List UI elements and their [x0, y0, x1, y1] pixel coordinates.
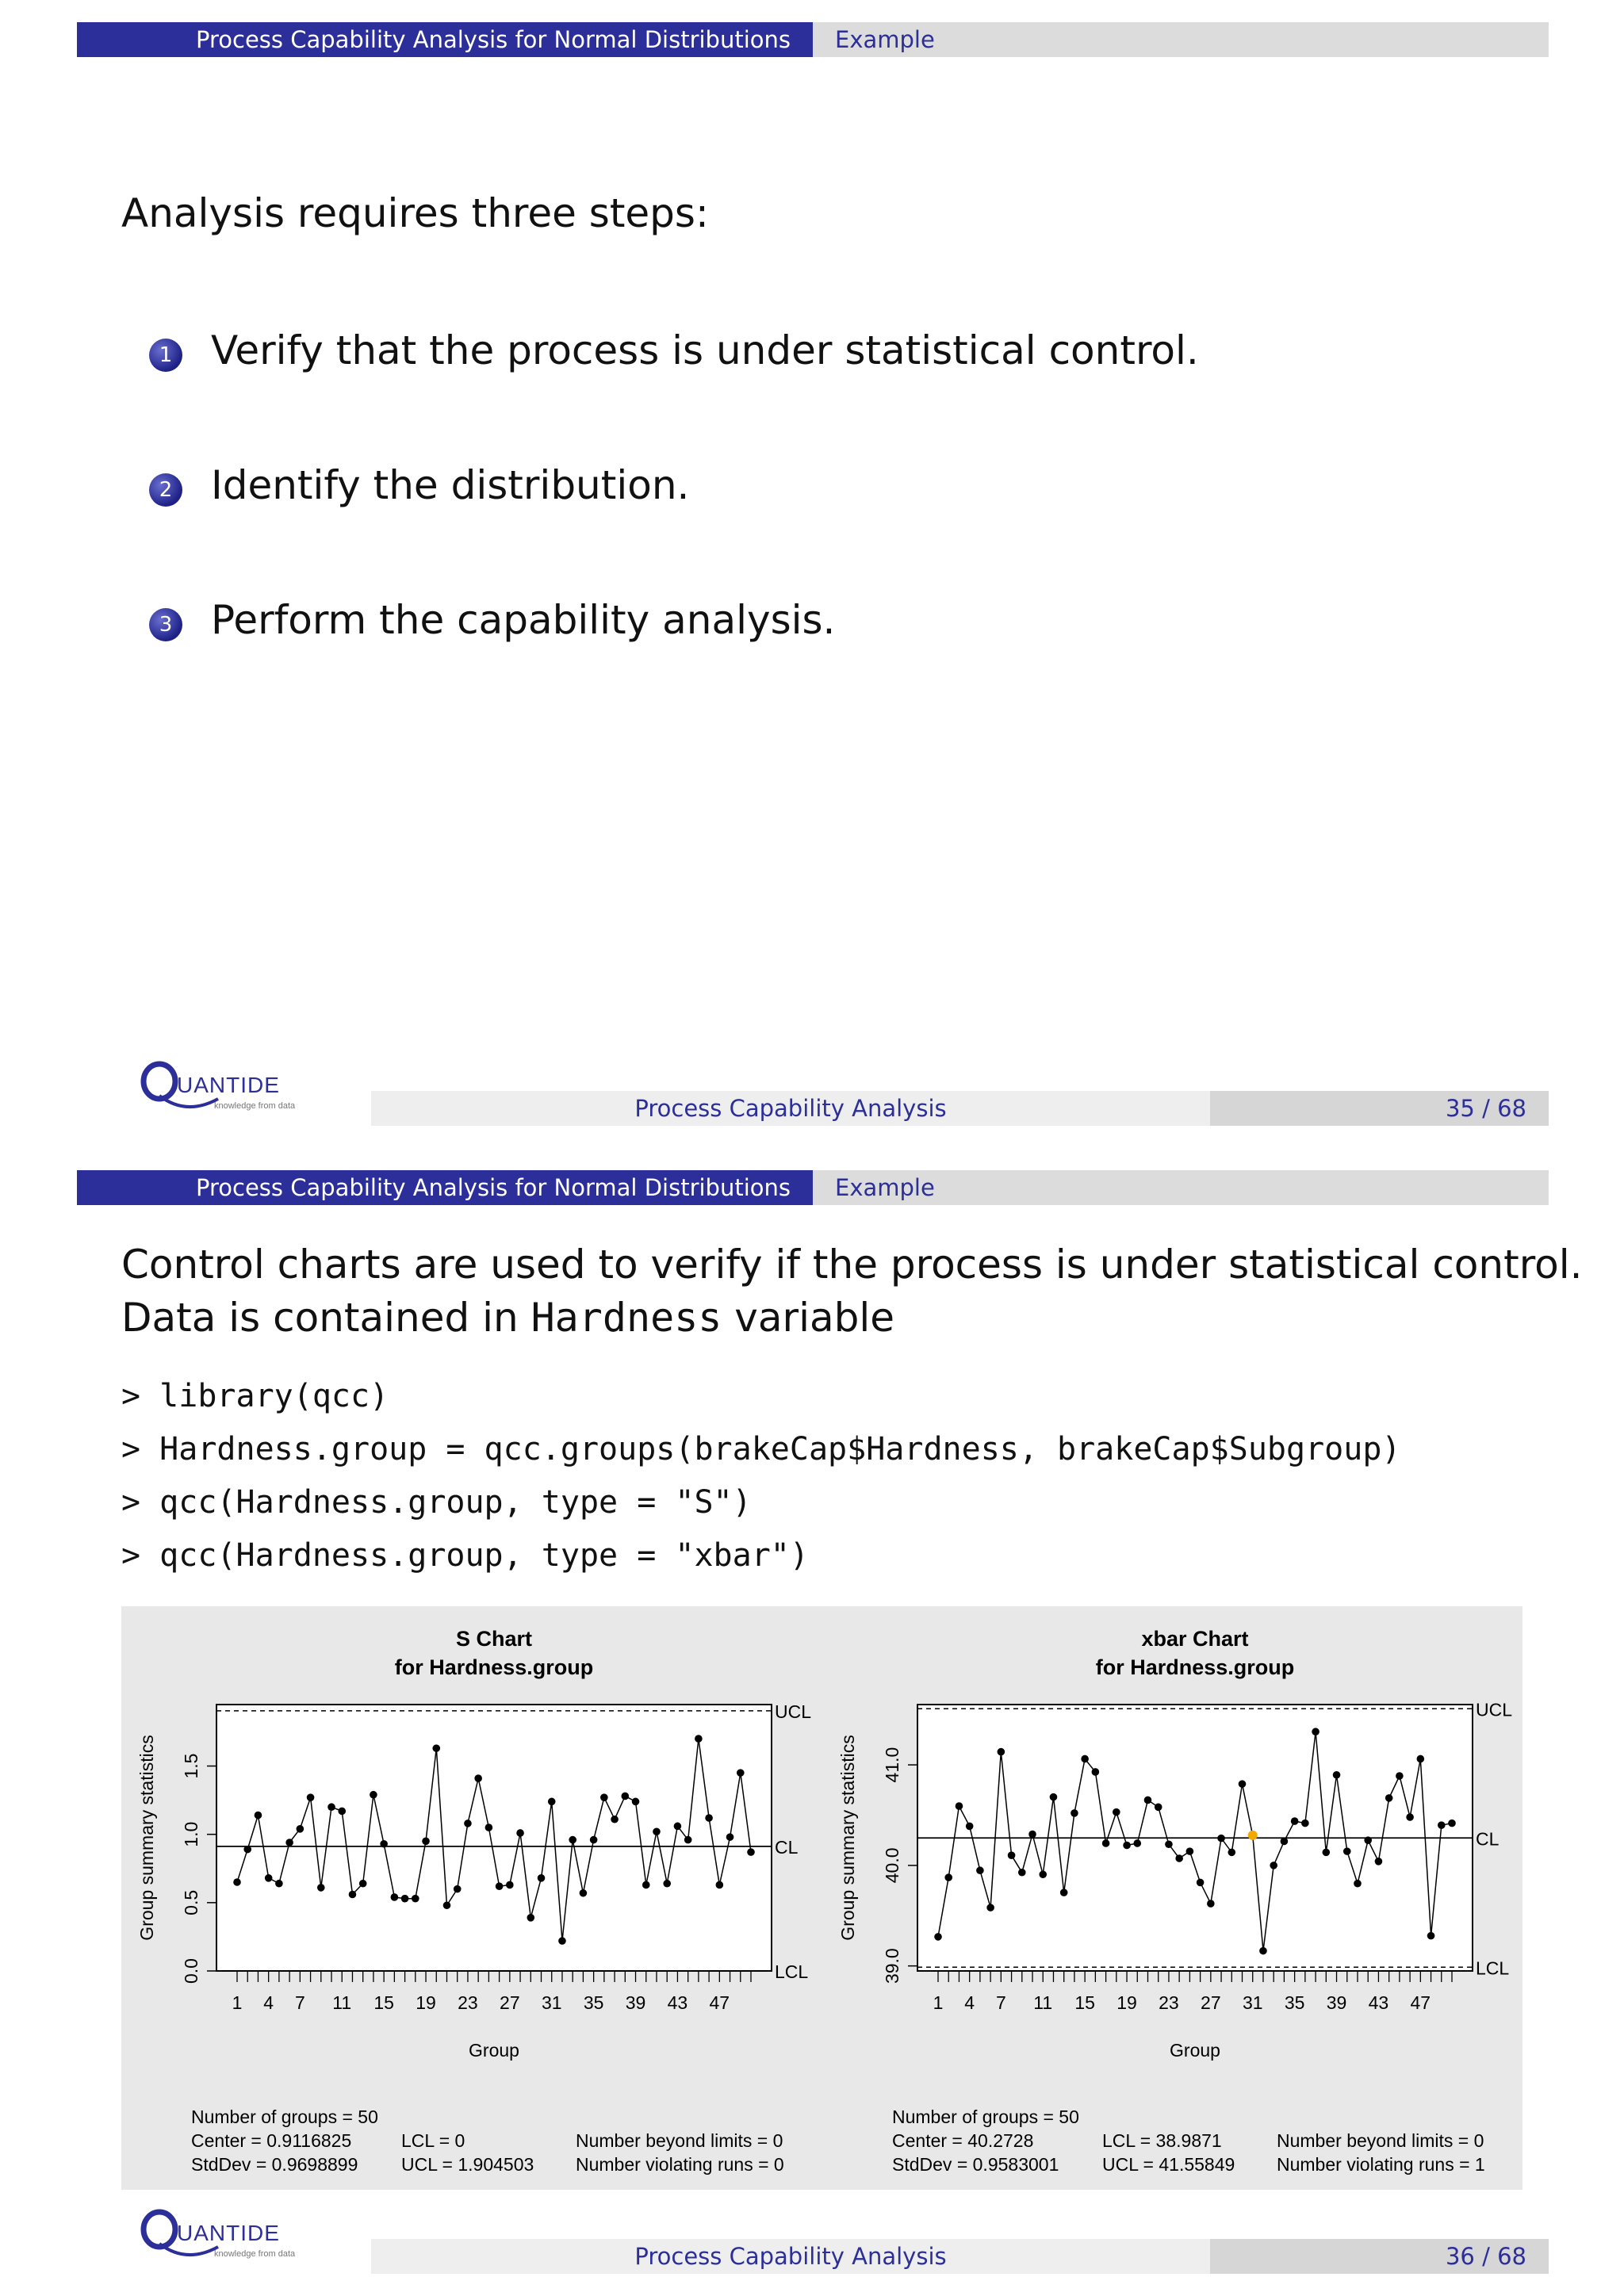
x-tick-label: 43 [667, 1992, 688, 2013]
data-point [632, 1798, 640, 1806]
x-tick-label: 35 [1284, 1992, 1305, 2013]
logo-wordmark: UANTIDE [177, 1073, 280, 1097]
data-point [684, 1836, 692, 1844]
data-point [747, 1848, 755, 1856]
data-point [944, 1873, 952, 1881]
stat-groups: Number of groups = 50 [892, 2107, 1079, 2127]
y-tick-label: 39.0 [882, 1948, 902, 1984]
ucl-label: UCL [1476, 1699, 1513, 1720]
data-point [317, 1884, 325, 1892]
data-point [275, 1880, 283, 1888]
stat-lcl: LCL = 0 [401, 2130, 465, 2151]
control-charts-panel [121, 1606, 1522, 2190]
stat-center: Center = 0.9116825 [191, 2130, 352, 2151]
x-tick-label: 11 [332, 1992, 352, 2013]
data-point [716, 1881, 724, 1889]
data-point [1281, 1838, 1289, 1846]
x-axis-label: Group [469, 2040, 519, 2061]
x-tick-label: 31 [541, 1992, 562, 2013]
data-point [1343, 1847, 1351, 1855]
logo-wordmark: UANTIDE [177, 2221, 280, 2245]
step-text: Verify that the process is under statistical control. [211, 327, 1199, 373]
header-subsection-title[interactable]: Example [813, 22, 1549, 57]
data-point [485, 1823, 493, 1831]
x-tick-label: 39 [1326, 1992, 1347, 2013]
code-line-3: > qcc(Hardness.group, type = "S") [121, 1484, 752, 1521]
data-point [1018, 1869, 1026, 1877]
code-line-2: > Hardness.group = qcc.groups(brakeCap$Hardness, brakeCap$Subgroup) [121, 1431, 1401, 1468]
slide-heading: Analysis requires three steps: [121, 190, 709, 236]
data-point [1081, 1755, 1089, 1763]
data-point [695, 1735, 703, 1743]
stat-groups: Number of groups = 50 [191, 2107, 378, 2127]
data-point [1385, 1794, 1393, 1802]
page-number: 35 / 68 [1210, 1091, 1549, 1126]
data-point [297, 1825, 304, 1833]
data-point [600, 1793, 608, 1801]
header-subsection-title[interactable]: Example [813, 1170, 1549, 1205]
data-point [1427, 1932, 1435, 1940]
data-point [1155, 1804, 1162, 1812]
x-tick-label: 39 [625, 1992, 646, 2013]
data-point [580, 1889, 588, 1897]
logo-tagline: knowledge from data [214, 2249, 296, 2259]
stat-stddev: StdDev = 0.9698899 [191, 2154, 358, 2175]
data-point [1301, 1820, 1309, 1827]
data-point [285, 1839, 293, 1846]
intro-line-2-start: Data is contained in [121, 1295, 531, 1341]
data-point [737, 1769, 745, 1777]
stat-violating-runs: Number violating runs = 0 [576, 2154, 784, 2175]
data-point [432, 1744, 440, 1752]
data-point [1071, 1809, 1078, 1817]
data-point [1239, 1780, 1247, 1788]
stat-violating-runs: Number violating runs = 1 [1277, 2154, 1485, 2175]
data-point [1102, 1839, 1110, 1847]
code-line-4: > qcc(Hardness.group, type = "xbar") [121, 1537, 809, 1574]
x-tick-label: 1 [232, 1992, 243, 2013]
data-point [1364, 1836, 1372, 1844]
data-point [265, 1874, 273, 1882]
data-point [474, 1774, 482, 1782]
x-tick-label: 7 [995, 1992, 1006, 2013]
x-tick-label: 27 [1201, 1992, 1221, 2013]
header-section-title[interactable]: Process Capability Analysis for Normal Distributions [77, 22, 813, 57]
x-tick-label: 27 [500, 1992, 520, 2013]
data-point [516, 1829, 524, 1837]
data-point [233, 1878, 241, 1886]
data-point [464, 1820, 472, 1827]
data-point [391, 1893, 399, 1901]
page-number: 36 / 68 [1210, 2239, 1549, 2274]
x-tick-label: 47 [709, 1992, 730, 2013]
y-tick-label: 0.0 [181, 1958, 201, 1984]
data-point [1008, 1851, 1016, 1859]
data-point [527, 1914, 534, 1922]
data-point [1060, 1888, 1068, 1896]
stat-ucl: UCL = 41.55849 [1102, 2154, 1235, 2175]
cl-label: CL [775, 1836, 799, 1858]
data-point [1144, 1797, 1152, 1804]
stat-stddev: StdDev = 0.9583001 [892, 2154, 1059, 2175]
step-text: Perform the capability analysis. [211, 597, 836, 643]
x-tick-label: 23 [1159, 1992, 1179, 2013]
lcl-label: LCL [1476, 1957, 1510, 1979]
footer-title[interactable]: Process Capability Analysis [371, 2239, 1210, 2274]
footer-title[interactable]: Process Capability Analysis [371, 1091, 1210, 1126]
data-point [1028, 1831, 1036, 1839]
x-tick-label: 47 [1410, 1992, 1431, 2013]
data-point [1186, 1847, 1194, 1855]
x-tick-label: 11 [1033, 1992, 1053, 2013]
data-point [443, 1901, 451, 1909]
data-point [1228, 1849, 1235, 1857]
x-tick-label: 15 [1074, 1992, 1095, 2013]
data-point [966, 1823, 974, 1831]
y-tick-label: 0.5 [181, 1889, 201, 1915]
data-point [653, 1827, 661, 1835]
data-point [1448, 1820, 1456, 1827]
quantide-logo [139, 2202, 321, 2264]
data-point [1312, 1728, 1320, 1735]
control-charts-svg [121, 1606, 1522, 2190]
data-point [338, 1808, 346, 1816]
step-text: Identify the distribution. [211, 462, 690, 508]
chart-title: S Chart [455, 1627, 533, 1651]
data-point [934, 1933, 942, 1941]
data-point [548, 1798, 556, 1806]
data-point [1113, 1808, 1120, 1816]
violating-point [1248, 1831, 1258, 1840]
y-tick-label: 1.0 [181, 1821, 201, 1847]
stat-lcl: LCL = 38.9871 [1102, 2130, 1222, 2151]
intro-line-2 [121, 1295, 894, 1341]
data-point [243, 1846, 251, 1854]
data-point [1217, 1835, 1225, 1843]
step-number-badge: 2 [149, 473, 182, 507]
slide-36 [0, 1148, 1624, 2296]
lcl-label: LCL [775, 1961, 809, 1982]
data-point [986, 1904, 994, 1911]
stat-ucl: UCL = 1.904503 [401, 2154, 534, 2175]
data-point [412, 1895, 419, 1903]
data-point [1354, 1880, 1362, 1888]
data-point [307, 1793, 315, 1801]
y-tick-label: 41.0 [882, 1747, 902, 1783]
data-point [255, 1812, 262, 1820]
data-point [1259, 1947, 1267, 1955]
quantide-logo [139, 1054, 321, 1116]
data-point [422, 1838, 430, 1846]
data-point [1438, 1821, 1446, 1829]
stat-beyond-limits: Number beyond limits = 0 [1277, 2130, 1484, 2151]
data-point [726, 1833, 734, 1841]
x-tick-label: 7 [294, 1992, 305, 2013]
slide-footer [371, 2239, 1549, 2274]
data-point [359, 1880, 367, 1888]
x-tick-label: 15 [373, 1992, 394, 2013]
data-point [976, 1866, 984, 1874]
data-point [956, 1802, 963, 1810]
data-point [1207, 1900, 1215, 1908]
x-axis-label: Group [1170, 2040, 1220, 2061]
data-point [538, 1874, 546, 1882]
data-point [1375, 1858, 1383, 1866]
header-section-title[interactable]: Process Capability Analysis for Normal Distributions [77, 1170, 813, 1205]
data-point [998, 1748, 1005, 1756]
data-point [1291, 1817, 1299, 1825]
variable-name: Hardness [530, 1295, 722, 1341]
x-tick-label: 4 [263, 1992, 274, 2013]
data-point [1406, 1813, 1414, 1821]
data-point [590, 1836, 598, 1844]
data-point [1333, 1771, 1341, 1779]
slide-header [77, 22, 1549, 57]
x-tick-label: 43 [1368, 1992, 1389, 2013]
logo-tagline: knowledge from data [214, 1101, 296, 1111]
x-tick-label: 19 [1116, 1992, 1137, 2013]
x-tick-label: 35 [583, 1992, 604, 2013]
y-axis-label: Group summary statistics [136, 1735, 157, 1941]
y-axis-label: Group summary statistics [837, 1735, 858, 1941]
data-point [622, 1793, 630, 1800]
data-point [1039, 1870, 1047, 1878]
x-tick-label: 19 [416, 1992, 436, 2013]
data-point [558, 1937, 566, 1945]
slide-footer [371, 1091, 1549, 1126]
x-tick-label: 31 [1242, 1992, 1263, 2013]
x-tick-label: 23 [458, 1992, 478, 2013]
stat-beyond-limits: Number beyond limits = 0 [576, 2130, 783, 2151]
data-point [663, 1880, 671, 1888]
data-point [1092, 1768, 1100, 1776]
data-point [327, 1803, 335, 1811]
data-point [380, 1840, 388, 1848]
intro-line-2-end: variable [722, 1295, 895, 1341]
data-point [674, 1823, 682, 1831]
data-point [1175, 1854, 1183, 1862]
data-point [1123, 1842, 1131, 1850]
data-point [506, 1881, 514, 1889]
y-tick-label: 1.5 [181, 1753, 201, 1779]
intro-line-1: Control charts are used to verify if the process is under statistical control. [121, 1242, 1583, 1288]
data-point [1270, 1862, 1277, 1869]
data-point [642, 1881, 650, 1889]
chart-subtitle: for Hardness.group [1095, 1655, 1295, 1679]
data-point [454, 1885, 462, 1893]
data-point [1050, 1793, 1058, 1801]
slide-header [77, 1170, 1549, 1205]
data-point [1197, 1879, 1205, 1887]
step-number-badge: 3 [149, 608, 182, 641]
data-point [1417, 1755, 1425, 1763]
cl-label: CL [1476, 1828, 1500, 1850]
ucl-label: UCL [775, 1701, 812, 1722]
code-line-1: > library(qcc) [121, 1378, 389, 1414]
chart-title: xbar Chart [1141, 1627, 1249, 1651]
step-number-badge: 1 [149, 339, 182, 372]
x-tick-label: 1 [933, 1992, 944, 2013]
data-point [1396, 1772, 1404, 1780]
chart-subtitle: for Hardness.group [394, 1655, 594, 1679]
data-point [569, 1836, 576, 1844]
x-tick-label: 4 [964, 1992, 975, 2013]
data-point [1165, 1840, 1173, 1848]
data-point [401, 1895, 409, 1903]
data-point [611, 1816, 619, 1823]
data-point [705, 1814, 713, 1822]
y-tick-label: 40.0 [882, 1847, 902, 1884]
data-point [1323, 1849, 1331, 1857]
data-point [1133, 1839, 1141, 1847]
data-point [370, 1791, 377, 1799]
data-point [349, 1891, 357, 1899]
data-point [496, 1882, 504, 1890]
stat-center: Center = 40.2728 [892, 2130, 1034, 2151]
